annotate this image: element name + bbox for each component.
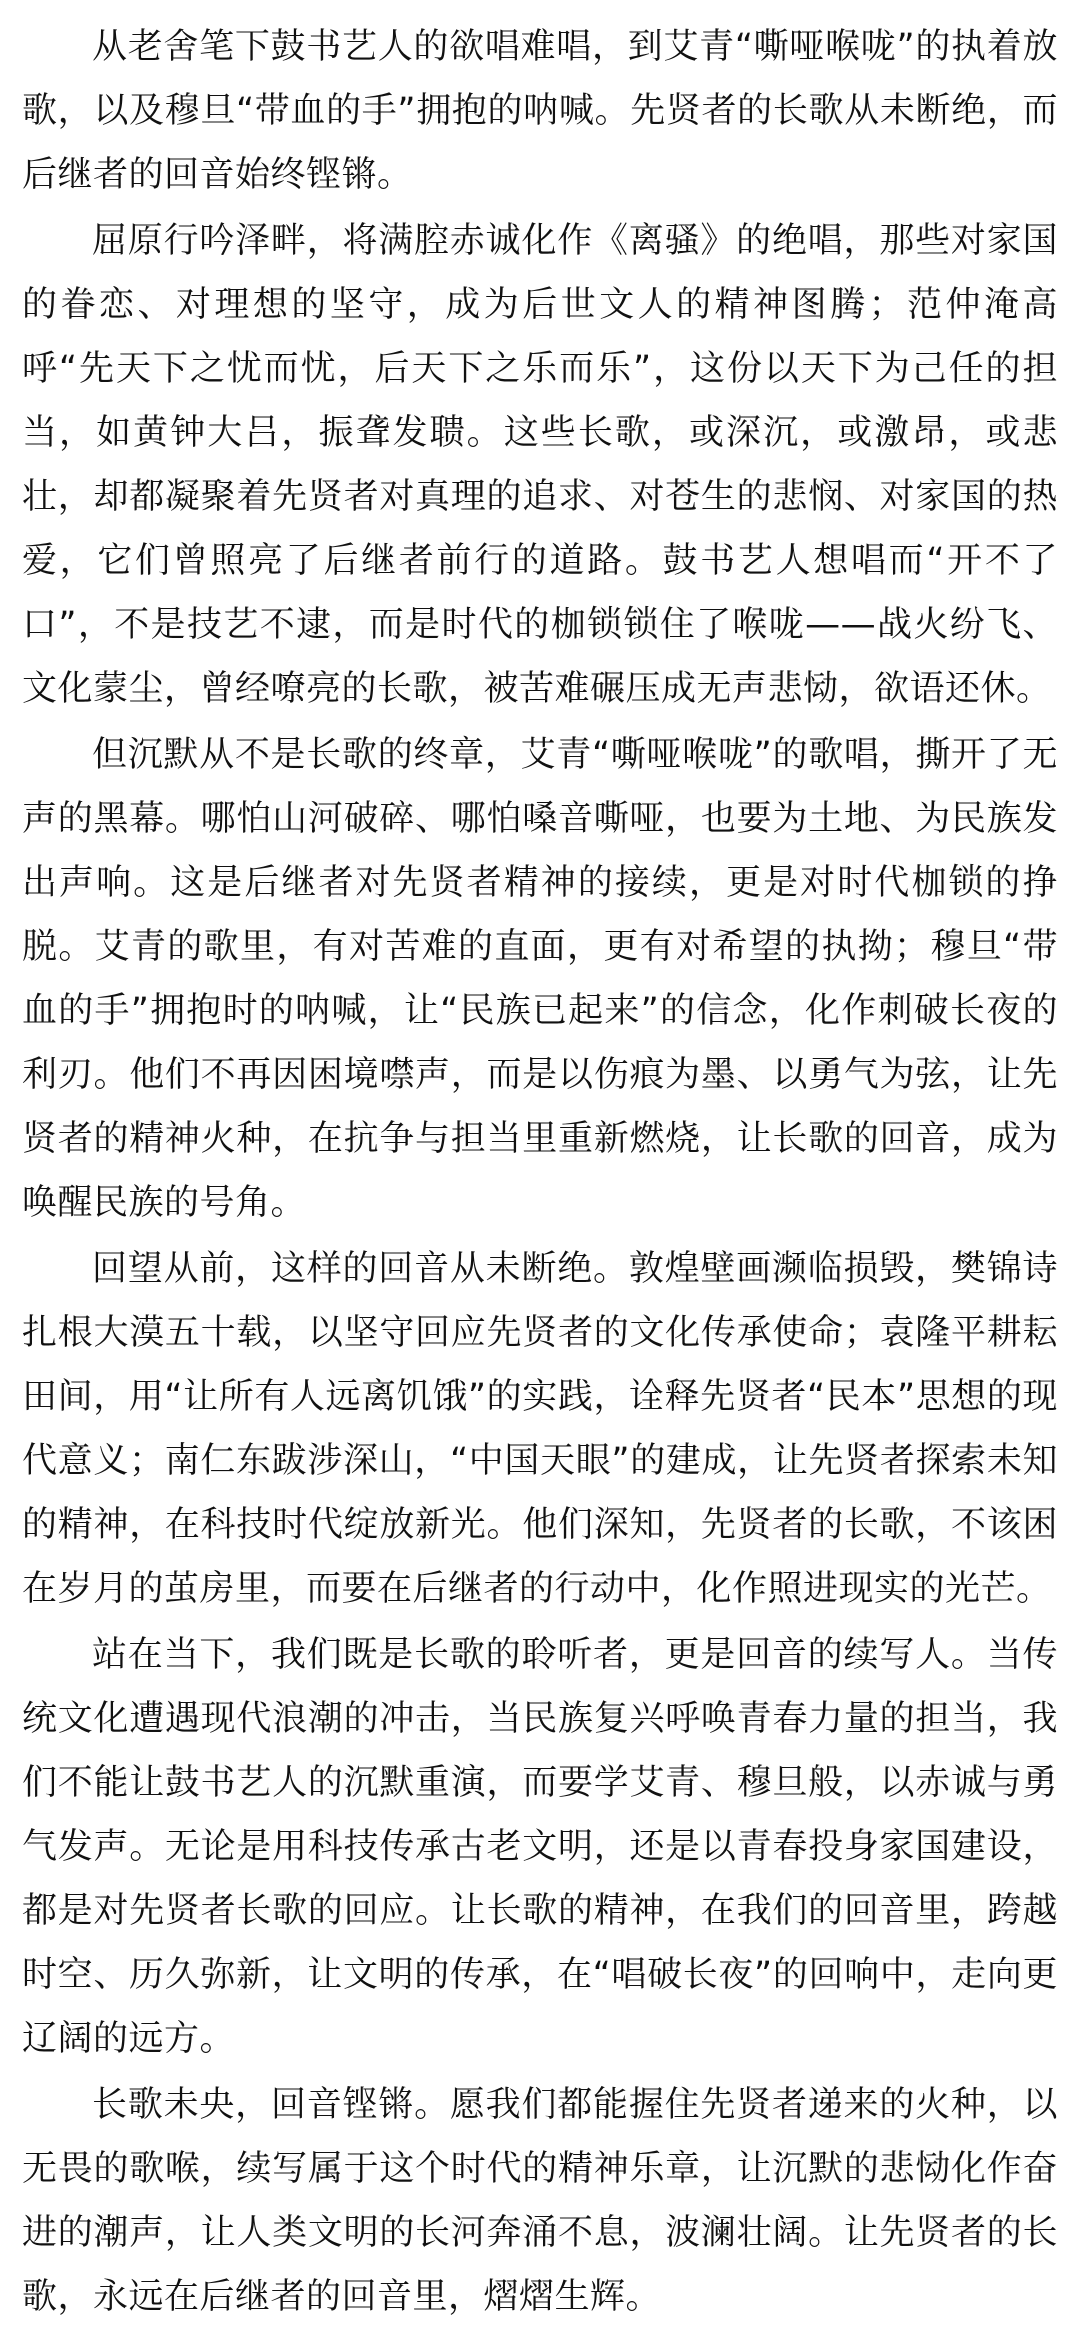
- essay-paragraph-6: 长歌未央，回音铿锵。愿我们都能握住先贤者递来的火种，以无畏的歌喉，续写属于这个时代的精神乐章，让沉默的悲恸化作奋进的潮声，让人类文明的长河奔涌不息，波澜壮阔。让先贤者的长歌，永远在后继者的回音里，熠熠生辉。: [22, 2085, 1058, 2317]
- essay-paragraph-5: 站在当下，我们既是长歌的聆听者，更是回音的续写人。当传统文化遭遇现代浪潮的冲击，当民族复兴呼唤青春力量的担当，我们不能让鼓书艺人的沉默重演，而要学艾青、穆旦般，以赤诚与勇气发声。无论是用科技传承古老文明，还是以青春投身家国建设，都是对先贤者长歌的回应。让长歌的精神，在我们的回音里，跨越时空、历久弥新，让文明的传承，在“唱破长夜”的回响中，走向更辽阔的远方。: [22, 1635, 1058, 2059]
- essay-paragraph-4: 回望从前，这样的回音从未断绝。敦煌壁画濒临损毁，樊锦诗扎根大漠五十载，以坚守回应先贤者的文化传承使命；袁隆平耕耘田间，用“让所有人远离饥饿”的实践，诠释先贤者“民本”思想的现代意义；南仁东跋涉深山，“中国天眼”的建成，让先贤者探索未知的精神，在科技时代绽放新光。他们深知，先贤者的长歌，不该困在岁月的茧房里，而要在后继者的行动中，化作照进现实的光芒。: [22, 1249, 1058, 1609]
- essay-paragraph-1: 从老舍笔下鼓书艺人的欲唱难唱，到艾青“嘶哑喉咙”的执着放歌，以及穆旦“带血的手”拥抱的呐喊。先贤者的长歌从未断绝，而后继者的回音始终铿锵。: [22, 27, 1058, 195]
- essay-paragraph-3: 但沉默从不是长歌的终章，艾青“嘶哑喉咙”的歌唱，撕开了无声的黑幕。哪怕山河破碎、哪怕嗓音嘶哑，也要为土地、为民族发出声响。这是后继者对先贤者精神的接续，更是对时代枷锁的挣脱。艾青的歌里，有对苦难的直面，更有对希望的执拗；穆旦“带血的手”拥抱时的呐喊，让“民族已起来”的信念，化作刺破长夜的利刃。他们不再因困境噤声，而是以伤痕为墨、以勇气为弦，让先贤者的精神火种，在抗争与担当里重新燃烧，让长歌的回音，成为唤醒民族的号角。: [22, 735, 1058, 1223]
- essay-paragraph-2: 屈原行吟泽畔，将满腔赤诚化作《离骚》的绝唱，那些对家国的眷恋、对理想的坚守，成为后世文人的精神图腾；范仲淹高呼“先天下之忧而忧，后天下之乐而乐”，这份以天下为己任的担当，如黄钟大吕，振聋发聩。这些长歌，或深沉，或激昂，或悲壮，却都凝聚着先贤者对真理的追求、对苍生的悲悯、对家国的热爱，它们曾照亮了后继者前行的道路。鼓书艺人想唱而“开不了口”，不是技艺不逮，而是时代的枷锁锁住了喉咙——战火纷飞、文化蒙尘，曾经嘹亮的长歌，被苦难碾压成无声悲恸，欲语还休。: [22, 221, 1058, 709]
